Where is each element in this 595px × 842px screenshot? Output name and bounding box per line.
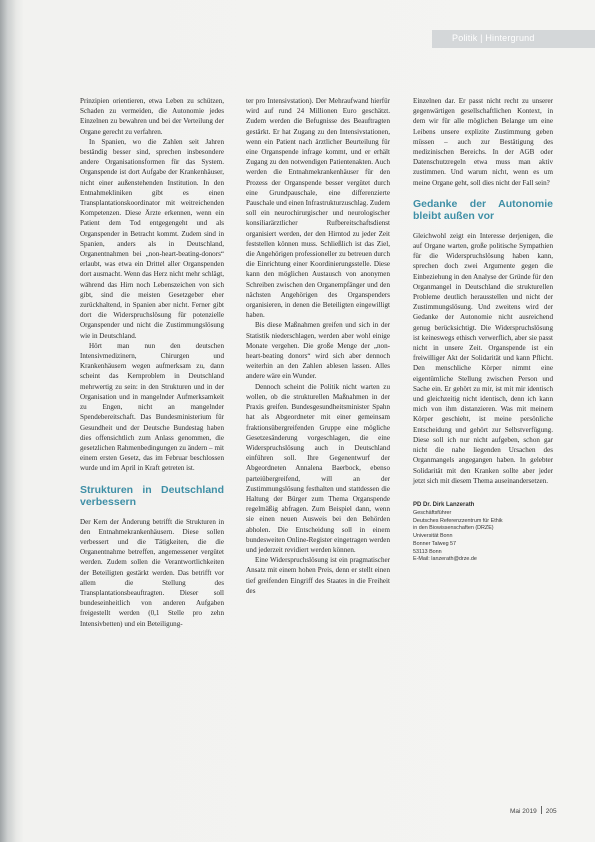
paragraph: Bis diese Maßnahmen greifen und sich in der Statistik niederschlagen, werden aber wohl einige Monate vergehen. Die große Menge der „non-heart-beating donors“ wird sich aber dennoch weiterhin an den Zahlen ablesen lassen. Alles andere wäre ein Wunder. — [246, 321, 390, 381]
paragraph: Der Kern der Änderung betrifft die Strukturen in den Entnahmekrankenhäusern. Diese sollen verbessert und die Tätigkeiten, die die Organentnahme betreffen, angemessener vergütet werden. Zudem sollen die Verantwortlichkeiten der Beteiligten gestärkt werden. Das betrifft vor allem die Stellung des Transplantationsbeauftragten. Dieser soll bundeseinheitlich von anderen Aufgaben freigestellt werden (0,1 Stelle pro zehn Intensivbetten) und ein Beteiligung- — [80, 517, 224, 628]
page-number: 205 — [545, 808, 557, 815]
paragraph: Gleichwohl zeigt ein Interesse derjenigen, die auf Organe warten, große politische Sympathien für die Widerspruchslösung haben kann, sprechen doch zwei Argumente gegen die Einbeziehung in den Analyse der Gründe für den Organmangel in Deutschland die strukturellen Probleme deutlich herausstellen und nicht der Zustimmungslösung. Und zweitens wird der Gedanke der Autonomie nicht ausreichend genug berücksichtigt. Die Widerspruchslösung ist keineswegs ethisch verwerflich, aber sie passt nicht in unsere Zeit. Organspende ist ein freiwilliger Akt der Solidarität und kann Pflicht. Den menschliche Körper nimmt eine eigentümliche Stellung zwischen Person und Sache ein. Er gehört zu mir, ist mit mir identisch und gleichzeitig nicht identisch, denn ich kann mich von ihm distanzieren. Was mit meinem Körper geschieht, ist meine persönliche Entscheidung und gehört zur Selbstverfügung. Diese soll ich nur nicht aufgeben, schon gar nicht die nahe liegenden Ursachen des Organmangels angegangen haben. In gelebter Solidarität mit den Kranken sollte aber jeder jetzt sich mit diesem Thema auseinandersetzen. — [413, 231, 553, 485]
page-footer — [510, 806, 557, 815]
text-column-3 — [413, 96, 553, 564]
subheading: Strukturen in Deutschland verbessern — [80, 483, 224, 509]
author-institution: Deutsches Referenzzentrum für Ethik — [413, 517, 503, 524]
page-spine-shadow — [0, 0, 16, 842]
paragraph: Eine Widerspruchslösung ist ein pragmatischer Ansatz mit einem hohen Preis, denn er stellt einen tief greifenden Eingriff des Staates in die Freiheit des — [246, 556, 390, 595]
subheading: Gedanke der Autonomie bleibt außen vor — [413, 197, 553, 223]
paragraph: Einzelnen dar. Er passt nicht recht zu unserer gegenwärtigen gesellschaftlichen Kontext, in dem wir für alle möglichen Belange um eine Leibens unsere explizite Zustimmung geben müssen – auch zur Bestätigung des medizinischen Bereichs. In der AGB oder Datenschutzregeln etwa muss man aktiv zustimmen. Und warum nicht, wenn es um meine Organe geht, soll dies nicht der Fall sein? — [413, 97, 553, 187]
paragraph: Hört man nun den deutschen Intensivmedizinern, Chirurgen und Krankenhäusern wegen aufmerksam zu, dann scheint das Kernproblem in Deutschland mehrwertig zu sein: in den Strukturen und in der Organisation und in mangelnder Aufmerksamkeit zu Engen, nicht an mangelnder Spendebereitschaft. Das Bundesministerium für Gesundheit und der Deutsche Bundestag haben dies offensichtlich zum Anlass genommen, die gesetzlichen Rahmenbedingungen zu ändern – mit einem ersten Gesetz, das im Februar beschlossen wurde und im April in Kraft getreten ist. — [80, 341, 224, 473]
text-column-1 — [80, 96, 224, 629]
author-role: Geschäftsführer — [413, 509, 452, 516]
paragraph: Prinzipien orientieren, etwa Leben zu schützen, Schaden zu vermeiden, die Autonomie jedes Einzelnen zu bewahren und bei der Verteilung der Organe gerecht zu verfahren. — [80, 97, 224, 136]
author-street: Bonner Talweg 57 — [413, 540, 457, 547]
author-name: PD Dr. Dirk Lanzerath — [413, 501, 475, 508]
author-info-box — [413, 502, 553, 564]
paragraph: In Spanien, wo die Zahlen seit Jahren beständig besser sind, sprechen insbesondere andere Organisationsformen für das System. Organspende ist dort Aufgabe der Krankenhäuser, nicht einer außenstehenden Institution. In den Entnahmekliniken gibt es einen Transplantationskoordinator mit weitreichenden Kompetenzen. Diese Ärzte erkennen, wenn ein Patient dem Tod entgegengeht und als Organspender in Betracht kommt. Zudem sind in Spanien, anders als in Deutschland, Organentnahmen bei „non-heart-beating-donors“ erlaubt, was etwa ein Drittel aller Organspenden dort ausmacht. Wenn das Herz nicht mehr schlägt, während das Hirn noch Lebenszeichen von sich gibt, sind die meisten Gesetzgeber eher zurückhaltend, in Spanien aber nicht. Ferner gibt dort die Widerspruchslösung für potenzielle Organspender und nicht die Zustimmungslösung wie in Deutschland. — [80, 137, 224, 340]
issue-date: Mai 2019 — [510, 808, 537, 815]
paragraph: ter pro Intensivstation). Der Mehraufwand hierfür wird auf rund 24 Millionen Euro geschätzt. Zudem werden die Befugnisse des Beauftragten gestärkt. Er hat Zugang zu den Intensivstationen, wenn ein Patient nach ärztlicher Beurteilung für eine Organspende infrage kommt, und er erhält Zugang zu den notwendigen Patientenakten. Auch werden die Entnahmekrankenhäuser für den Prozess der Organspende besser vergütet durch eine Grundpauschale, eine differenzierte Pauschale und einen Infrastrukturzuschlag. Zudem soll ein neurochirurgischer und neurologischer konsiliarärztlicher Rufbereitschaftsdienst organisiert werden, der den Hirntod zu jeder Zeit feststellen können muss. Schließlich ist das Ziel, die Angehörigen professioneller zu betreuen durch die Einrichtung einer Koordinierungsstelle. Diese kann den möglichen Austausch von anonymen Schreiben zwischen den Organempfänger und den nächsten Angehörigen des Organspenders organisieren, in denen die Beteiligten eingewilligt haben. — [246, 97, 390, 320]
text-column-2 — [246, 96, 390, 596]
section-header-label: Politik | Hintergrund — [452, 33, 535, 43]
paragraph: Dennoch scheint die Politik nicht warten zu wollen, ob die strukturellen Maßnahmen in der Praxis greifen. Bundesgesundheitsminister Spahn hat als Abgeordneter mit einer gemeinsam fraktionsübergreifenden Gruppe eine mögliche Gesetzesänderung vorgeschlagen, die eine Widerspruchslösung auch in Deutschland einführen soll. Ihre Gegenentwurf der Abgeordneten Annalena Baerbock, ebenso parteiübergreifend, will an der Zustimmungslösung festhalten und stattdessen die Haltung der Bürger zum Thema Organspende regelmäßig abfragen. Zum Beispiel dann, wenn sie einen neuen Ausweis bei den Behörden abholen. Die Entscheidung soll in einem bundesweiten Online-Register eingetragen werden und jederzeit revidiert werden können. — [246, 382, 390, 554]
footer-divider — [541, 806, 542, 814]
author-email: E-Mail: lanzerath@drze.de — [413, 556, 477, 563]
author-institution-cont: in den Biowissenschaften (DRZE) — [413, 525, 494, 532]
author-city: 53113 Bonn — [413, 548, 442, 555]
author-university: Universität Bonn — [413, 533, 453, 540]
